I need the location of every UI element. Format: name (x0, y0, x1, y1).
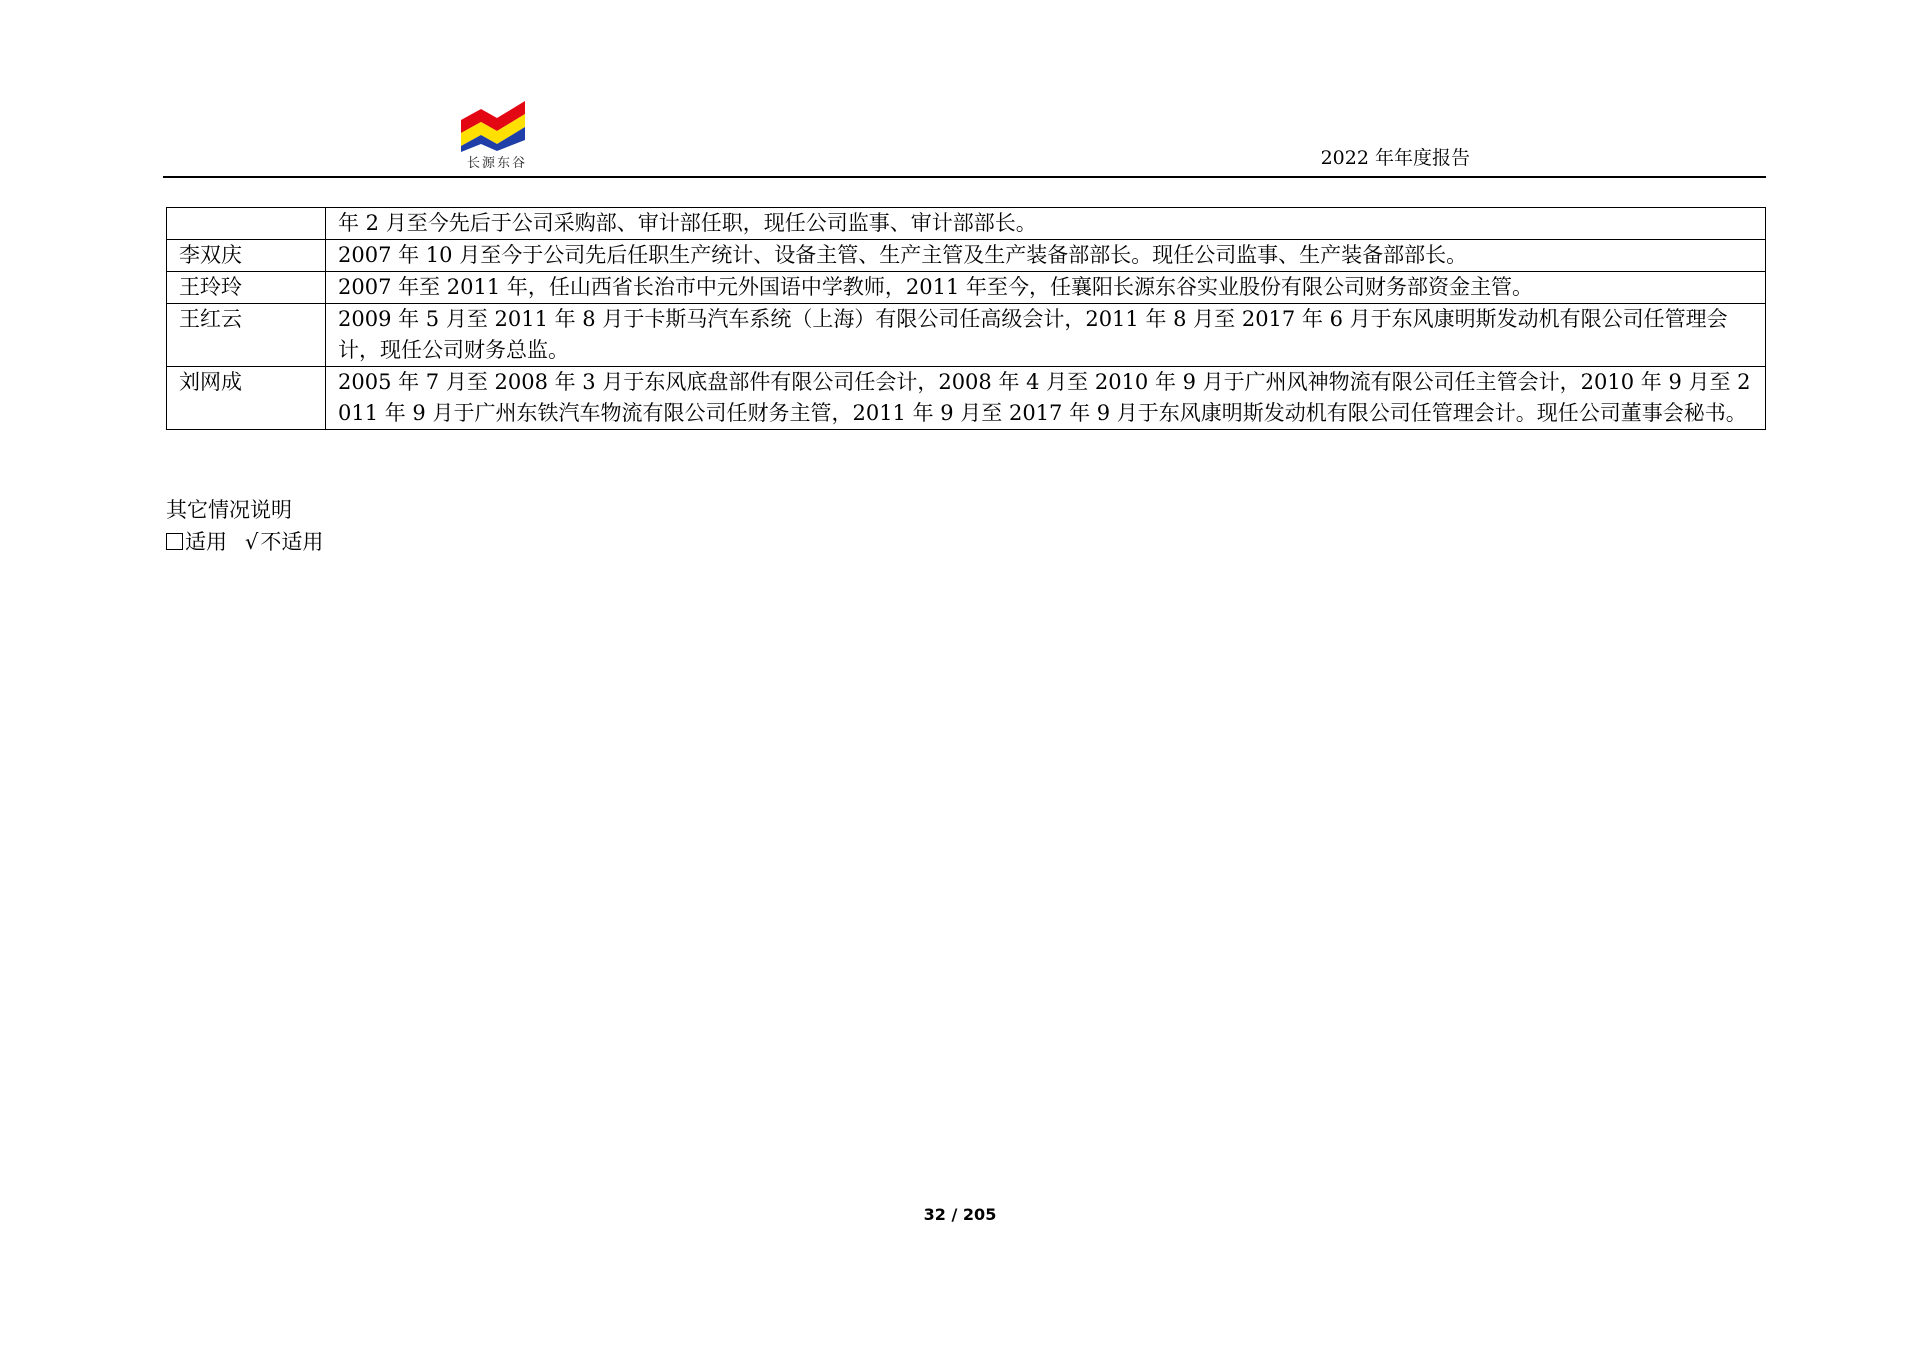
name-cell: 李双庆 (167, 240, 326, 272)
description-cell: 年 2 月至今先后于公司采购部、审计部任职，现任公司监事、审计部部长。 (326, 208, 1766, 240)
not-applicable-label: 不适用 (260, 530, 324, 554)
applicable-label: 适用 (185, 530, 227, 554)
other-notes-section (166, 494, 323, 558)
description-cell: 2007 年 10 月至今于公司先后任职生产统计、设备主管、生产主管及生产装备部部长。现任公司监事、生产装备部部长。 (326, 240, 1766, 272)
table-row (167, 272, 1766, 304)
applicable-checkbox-icon (166, 533, 183, 550)
table-row (167, 208, 1766, 240)
staff-biography-table (166, 207, 1766, 430)
name-cell: 刘网成 (167, 367, 326, 430)
name-cell: 王红云 (167, 304, 326, 367)
description-cell: 2009 年 5 月至 2011 年 8 月于卡斯马汽车系统（上海）有限公司任高级会计，2011 年 8 月至 2017 年 6 月于东风康明斯发动机有限公司任管理会计，现任公司财务总监。 (326, 304, 1766, 367)
description-cell: 2005 年 7 月至 2008 年 3 月于东风底盘部件有限公司任会计，2008 年 4 月至 2010 年 9 月于广州风神物流有限公司任主管会计，2010 年 9 月至 2011 年 9 月于广州东铁汽车物流有限公司任财务主管，2011 年 9 月至 2017 年 9 月于东风康明斯发动机有限公司任管理会计。现任公司董事会秘书。 (326, 367, 1766, 430)
name-cell: 王玲玲 (167, 272, 326, 304)
report-title: 2022 年年度报告 (1320, 147, 1470, 169)
page-number: 32 / 205 (923, 1205, 997, 1224)
table-row (167, 240, 1766, 272)
notes-title: 其它情况说明 (166, 498, 292, 522)
name-cell (167, 208, 326, 240)
company-logo (459, 100, 535, 172)
header-divider (163, 176, 1766, 178)
applicability-options (166, 526, 323, 558)
check-mark-icon: √ (245, 530, 259, 554)
description-cell: 2007 年至 2011 年，任山西省长治市中元外国语中学教师，2011 年至今，任襄阳长源东谷实业股份有限公司财务部资金主管。 (326, 272, 1766, 304)
logo-text: 长源东谷 (466, 156, 527, 171)
page-header (163, 96, 1766, 178)
table-row (167, 367, 1766, 430)
table-row (167, 304, 1766, 367)
logo-flag-icon (459, 100, 535, 152)
